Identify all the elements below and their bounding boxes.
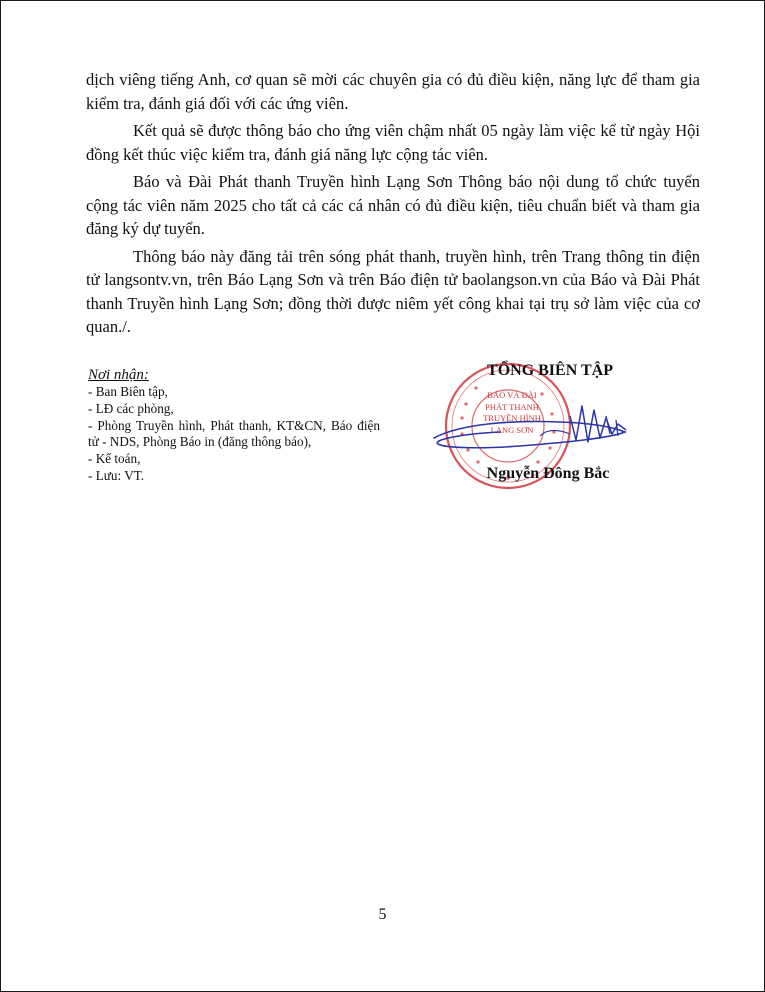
signature-block	[420, 356, 660, 506]
recipient-item: - Phòng Truyền hình, Phát thanh, KT&CN, Báo điện tử - NDS, Phòng Báo in (đăng thông báo),	[88, 417, 380, 450]
recipients-block	[88, 366, 380, 485]
stamp-line: BÁO VÀ ĐÀI	[487, 390, 537, 400]
stamp-line: PHÁT THANH	[485, 401, 539, 412]
document-body	[86, 68, 700, 343]
recipient-item: - LĐ các phòng,	[88, 400, 174, 416]
signer-name: Nguyễn Đông Bắc	[486, 465, 610, 482]
paragraph-3: Báo và Đài Phát thanh Truyền hình Lạng Sơn Thông báo nội dung tổ chức tuyển cộng tác viên năm 2025 cho tất cả các cá nhân có đủ điều kiện, tiêu chuẩn biết và tham gia đăng ký dự tuyển.	[86, 172, 700, 238]
signer-title: TỔNG BIÊN TẬP	[487, 362, 613, 379]
paragraph-2: Kết quả sẽ được thông báo cho ứng viên chậm nhất 05 ngày làm việc kể từ ngày Hội đồng kết thúc việc kiểm tra, đánh giá năng lực cộng tác viên.	[86, 121, 700, 164]
recipient-item: - Kế toán,	[88, 451, 141, 467]
stamp-line: TRUYỀN HÌNH	[483, 413, 541, 423]
paragraph-1: dịch viêng tiếng Anh, cơ quan sẽ mời các chuyên gia có đủ điều kiện, năng lực để tham gia kiểm tra, đánh giá đối với các ứng viên.	[86, 70, 700, 113]
recipients-heading: Nơi nhận:	[88, 367, 149, 383]
page-number: 5	[378, 906, 387, 923]
recipient-item: - Ban Biên tập,	[88, 384, 168, 399]
recipient-item: - Lưu: VT.	[88, 467, 145, 483]
paragraph-4: Thông báo này đăng tải trên sóng phát thanh, truyền hình, trên Trang thông tin điện tử langsontv.vn, trên Báo Lạng Sơn và trên Báo điện tử baolangson.vn của Báo và Đài Phát thanh Truyền hình Lạng Sơn; đồng thời được niêm yết công khai tại trụ sở làm việc của cơ quan./.	[86, 246, 700, 336]
stamp-line: LẠNG SƠN	[490, 424, 534, 435]
